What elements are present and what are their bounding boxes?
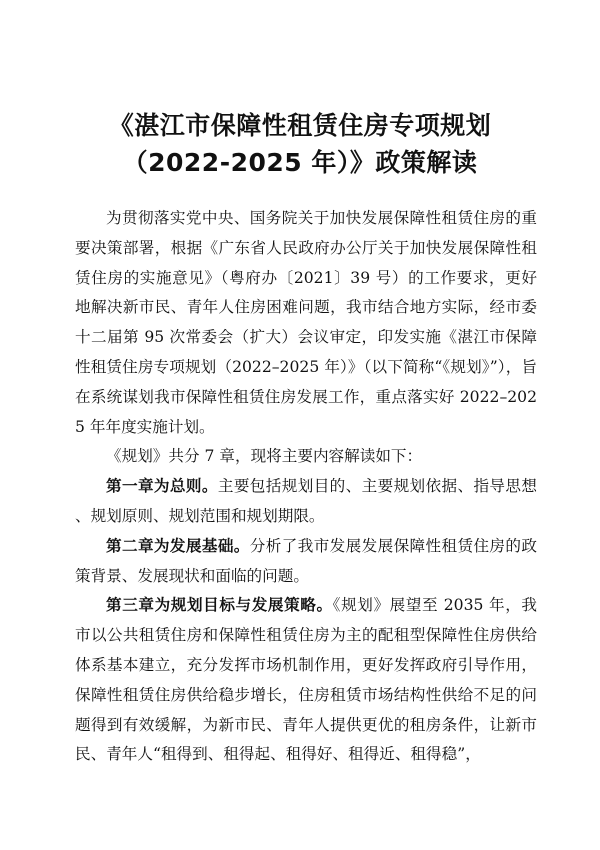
paragraph-chapter-3 (75, 591, 537, 770)
chapter-heading: 第二章为发展基础。 (106, 536, 250, 555)
paragraph-intro (75, 204, 537, 442)
paragraph-text: 分析了我市发展发展保障性租赁住房的政策背景、发展现状和面临的问题。 (75, 536, 537, 585)
paragraph-text: 为贯彻落实党中央、国务院关于加快发展保障性租赁住房的重要决策部署，根据《广东省人民政府办公厅关于加快发展保障性租赁住房的实施意见》（粤府办〔2021〕39 号）的工作要求，更好地解决新市民、青年人住房困难问题，我市结合地方实际，经市委十二届第 95 次常委会（扩大）会议审定，印发实施《湛江市保障性租赁住房专项规划（2022–2025 年）》（以下简称“《规划》”），旨在系统谋划我市保障性租赁住房发展工作，重点落实好 2022–2025 年年度实施计划。 (75, 209, 537, 436)
paragraph-chapter-1 (75, 472, 537, 532)
document-title-line2: （2022-2025 年）》政策解读 (122, 148, 478, 177)
paragraph-text: 《规划》展望至 2035 年，我市以公共租赁住房和保障性租赁住房为主的配租型保障性住房供给体系基本建立，充分发挥市场机制作用，更好发挥政府引导作用，保障性租赁住房供给稳步增长，住房租赁市场结构性供给不足的问题得到有效缓解，为新市民、青年人提供更优的租房条件，让新市民、青年人“租得到、租得起、租得好、租得近、租得稳”， (75, 596, 537, 764)
document-body (75, 204, 537, 770)
document-title-line1: 《湛江市保障性租赁住房专项规划 (108, 111, 492, 140)
paragraph-chapter-2 (75, 532, 537, 592)
chapter-heading: 第一章为总则。 (106, 477, 218, 496)
paragraph-overview (75, 442, 537, 472)
paragraph-text: 主要包括规划目的、主要规划依据、指导思想、规划原则、规划范围和规划期限。 (75, 477, 537, 525)
chapter-heading: 第三章为规划目标与发展策略。 (106, 596, 333, 615)
paragraph-text: 《规划》共分 7 章，现将主要内容解读如下： (106, 447, 423, 466)
